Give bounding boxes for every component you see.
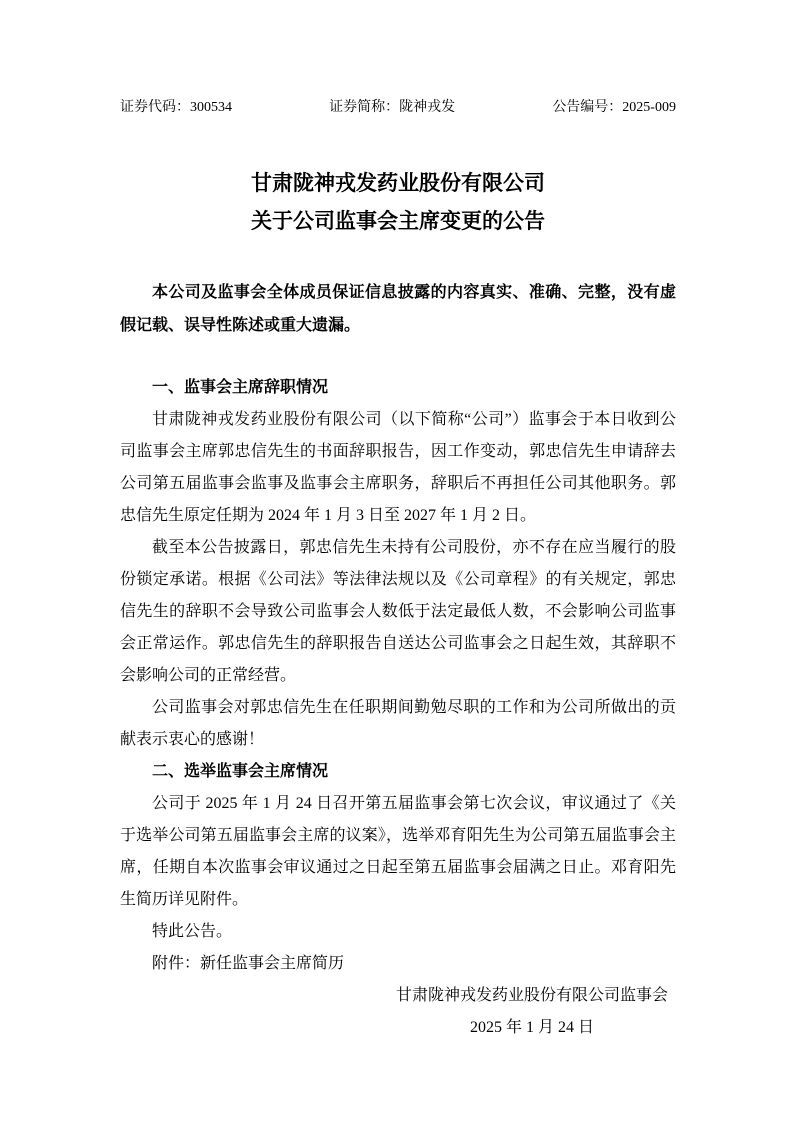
signature-company: 甘肃陇神戎发药业股份有限公司监事会 [395, 987, 668, 1004]
announcement-title: 关于公司监事会主席变更的公告 [251, 209, 545, 233]
signature-date: 2025 年 1 月 24 日 [469, 1019, 594, 1036]
section-1-paragraph-2: 截至本公告披露日，郭忠信先生未持有公司股份，亦不存在应当履行的股份锁定承诺。根据《公司法》等法律法规以及《公司章程》的有关规定，郭忠信先生的辞职不会导致公司监事会人数低于法定最低人数，不会影响公司监事会正常运作。郭忠信先生的辞职报告自送达公司监事会之日起生效，其辞职不会影响公司的正常经营。 [120, 539, 676, 684]
section-1-paragraph-3: 公司监事会对郭忠信先生在任职期间勤勉尽职的工作和为公司所做出的贡献表示衷心的感谢！ [120, 699, 676, 748]
truthfulness-declaration: 本公司及监事会全体成员保证信息披露的内容真实、准确、完整，没有虚假记载、误导性陈述或重大遗漏。 [120, 284, 676, 334]
announcement-number: 公告编号：2025-009 [552, 100, 676, 115]
closing-notice: 特此公告。 [152, 923, 233, 940]
section-2-heading: 二、选举监事会主席情况 [152, 763, 329, 780]
document-body [120, 372, 676, 1044]
section-1-heading: 一、监事会主席辞职情况 [152, 379, 329, 396]
attachment-note: 附件：新任监事会主席简历 [152, 955, 345, 972]
stock-name: 证券简称：陇神戎发 [329, 100, 456, 115]
company-name-title: 甘肃陇神戎发药业股份有限公司 [251, 171, 545, 195]
section-1-paragraph-1: 甘肃陇神戎发药业股份有限公司（以下简称“公司”）监事会于本日收到公司监事会主席郭忠信先生的书面辞职报告，因工作变动，郭忠信先生申请辞去公司第五届监事会监事及监事会主席职务，辞职后不再担任公司其他职务。郭忠信先生原定任期为 2024 年 1 月 3 日至 2027 年 1 月 2 日。 [120, 411, 676, 524]
section-2-paragraph-1: 公司于 2025 年 1 月 24 日召开第五届监事会第七次会议，审议通过了《关于选举公司第五届监事会主席的议案》，选举邓育阳先生为公司第五届监事会主席，任期自本次监事会审议通过之日起至第五届监事会届满之日止。邓育阳先生简历详见附件。 [120, 795, 676, 908]
signature-block [396, 980, 668, 1044]
document-header [120, 98, 676, 118]
stock-code: 证券代码：300534 [120, 100, 232, 115]
